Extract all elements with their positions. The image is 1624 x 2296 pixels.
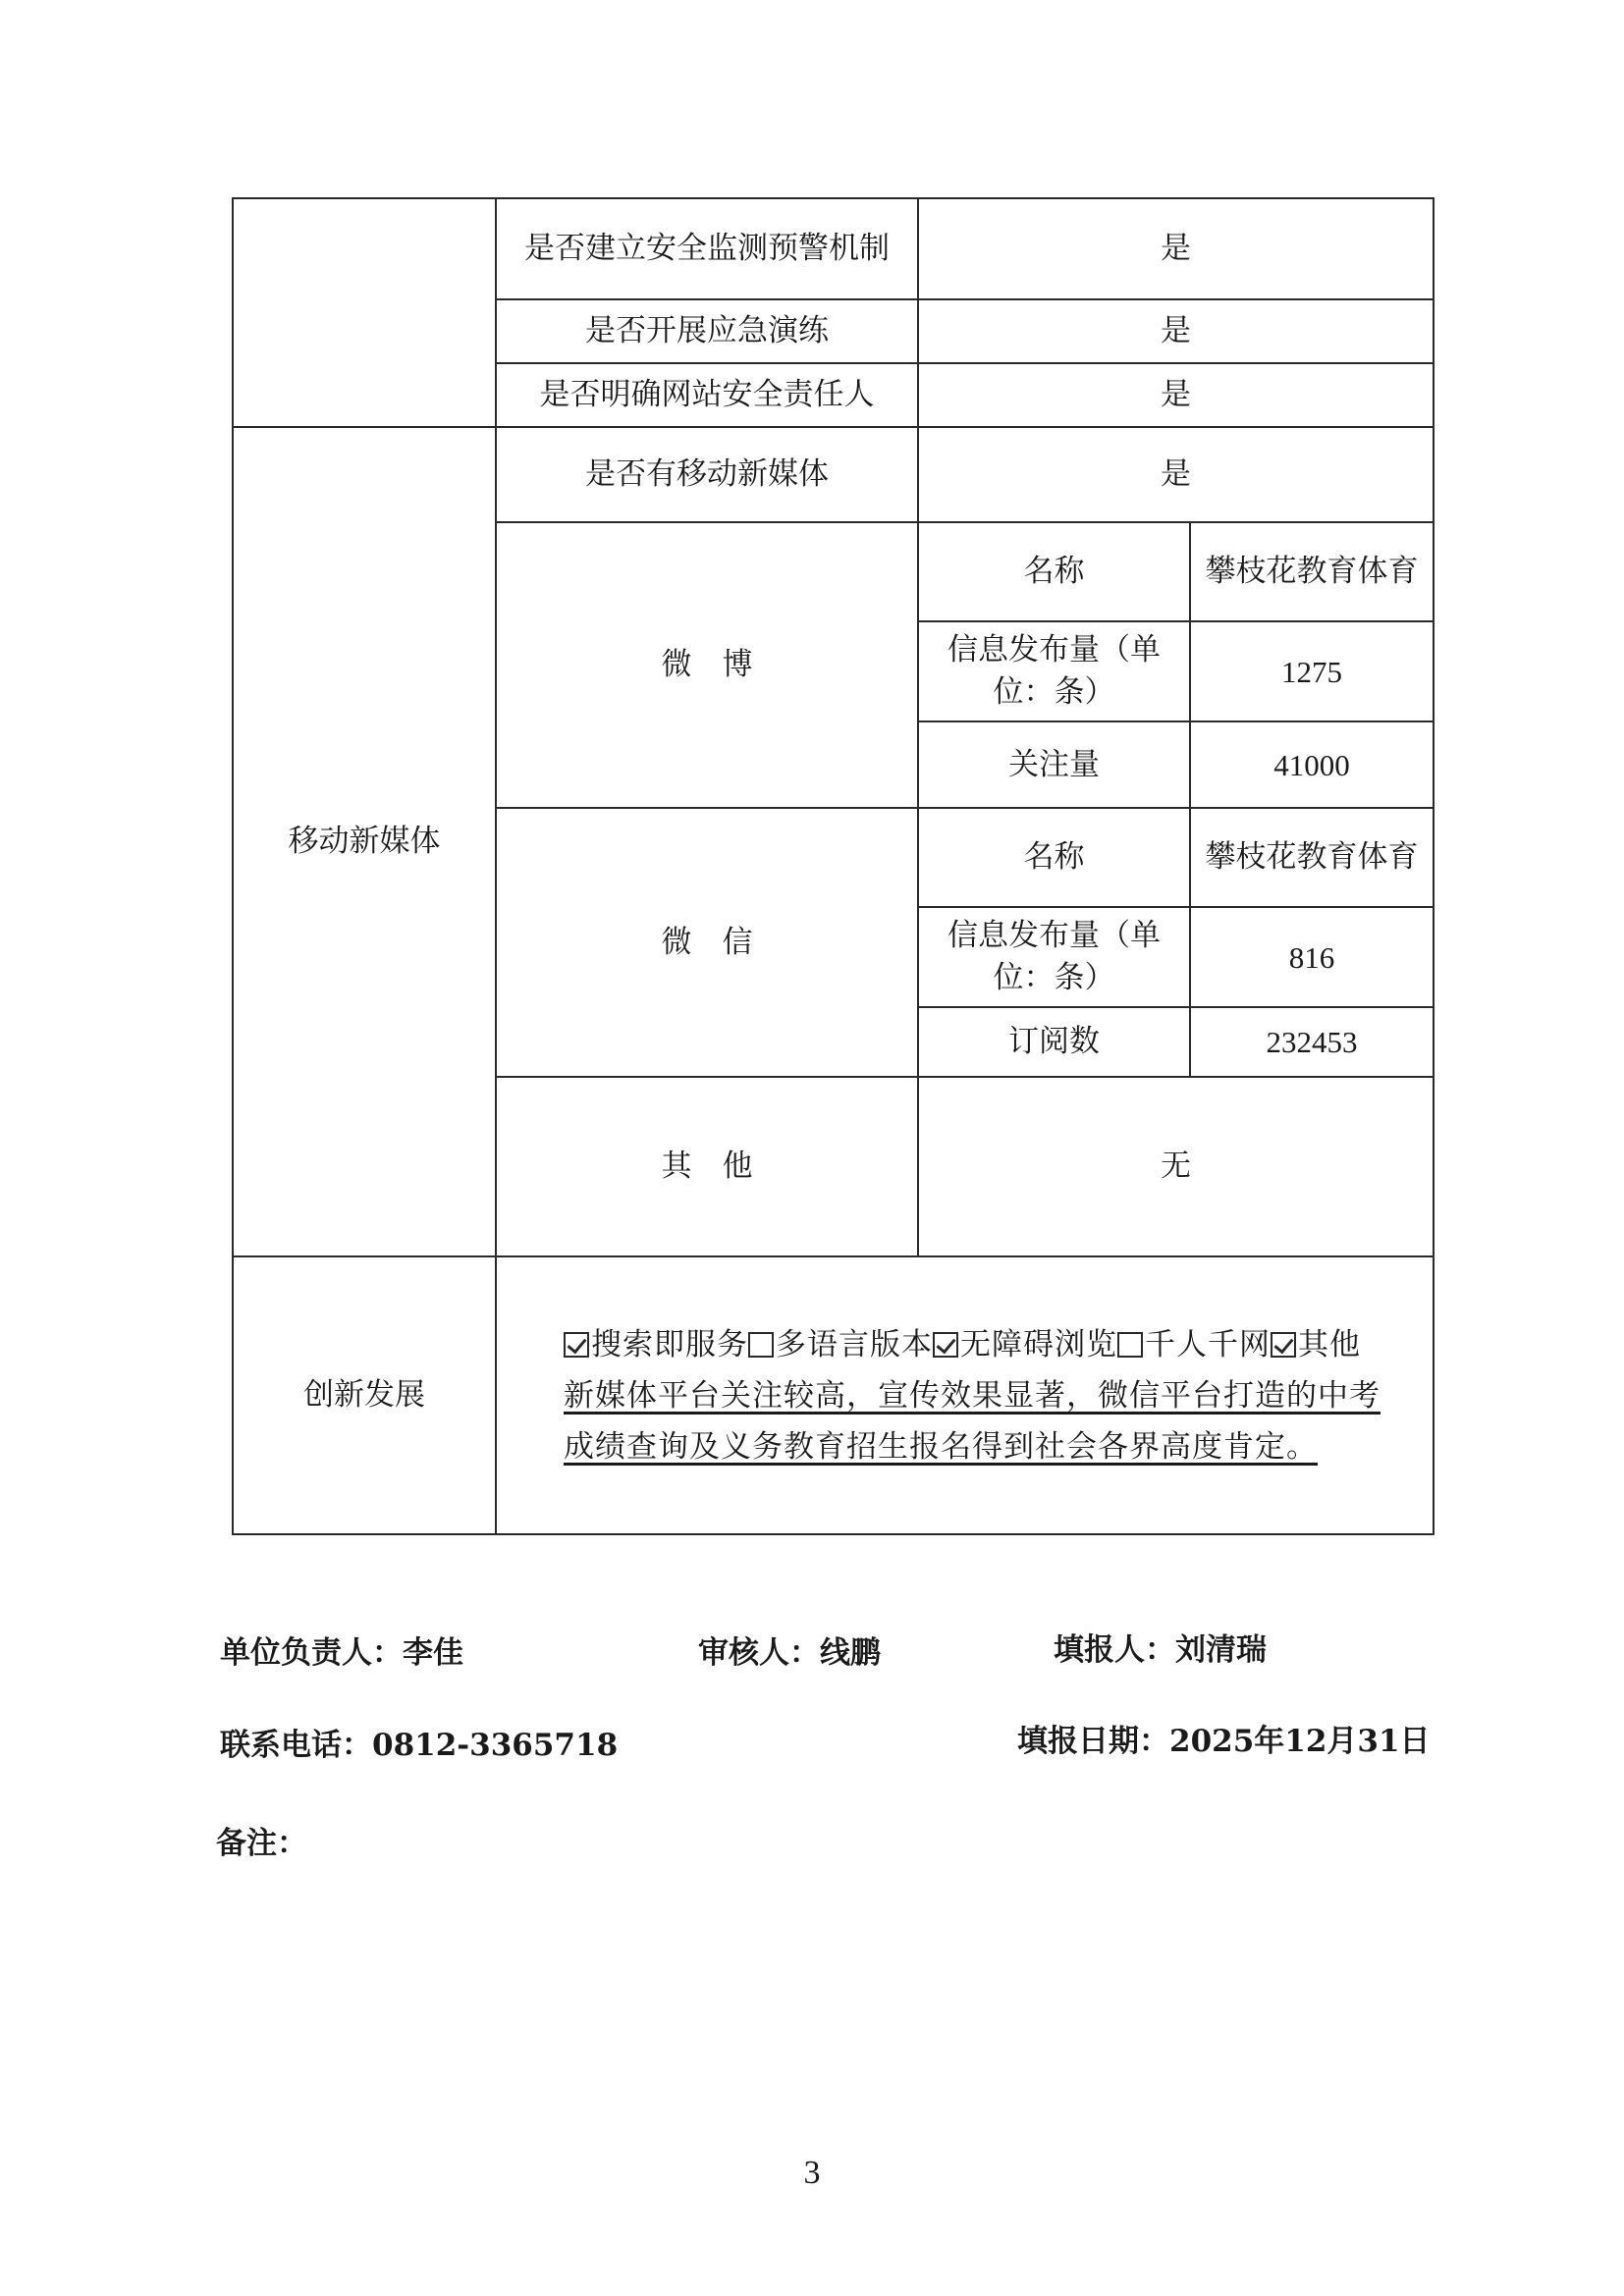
wechat-name-label: 名称	[918, 808, 1190, 907]
innovation-content	[496, 1256, 1434, 1534]
wechat-posts-label: 信息发布量（单位：条）	[918, 907, 1190, 1007]
page-number: 3	[803, 2155, 821, 2191]
other-media-label: 其 他	[496, 1077, 918, 1256]
has-mobile-question: 是否有移动新媒体	[496, 427, 918, 522]
weibo-posts-label: 信息发布量（单位：条）	[918, 621, 1190, 721]
filler: 填报人：刘清瑞	[1054, 1632, 1267, 1668]
responsible-question: 是否明确网站安全责任人	[496, 363, 918, 427]
remarks: 备注：	[216, 1826, 307, 1861]
reviewer: 审核人：线鹏	[698, 1635, 881, 1671]
weibo-followers-label: 关注量	[918, 721, 1190, 808]
monitoring-question-text: 是否建立安全监测预警机制	[524, 231, 890, 266]
contact-phone: 联系电话：0812-3365718	[220, 1728, 619, 1763]
wechat-subscribers-label: 订阅数	[918, 1007, 1190, 1077]
innovation-section-label: 创新发展	[233, 1256, 496, 1534]
weibo-name-label: 名称	[918, 522, 1190, 621]
wechat-posts-value: 816	[1190, 907, 1434, 1007]
unchecked-checkbox-icon[interactable]	[748, 1332, 774, 1358]
report-table	[232, 197, 1435, 1535]
weibo-posts-value: 1275	[1190, 621, 1434, 721]
checked-checkbox-icon[interactable]	[933, 1332, 958, 1358]
wechat-label: 微 信	[496, 808, 918, 1077]
unit-head: 单位负责人：李佳	[220, 1635, 463, 1671]
innovation-option-label: 搜索即服务	[591, 1326, 748, 1362]
wechat-subscribers-value: 232453	[1190, 1007, 1434, 1077]
innovation-other-line-2: 成绩查询及义务教育招生报名得到社会各界高度肯定。	[564, 1428, 1318, 1465]
weibo-name-value: 攀枝花教育体育	[1190, 522, 1434, 621]
has-mobile-answer: 是	[918, 427, 1434, 522]
checked-checkbox-icon[interactable]	[1271, 1332, 1296, 1358]
blank-section-cell	[233, 198, 496, 427]
wechat-name-value: 攀枝花教育体育	[1190, 808, 1434, 907]
responsible-answer: 是	[918, 363, 1434, 427]
drill-question: 是否开展应急演练	[496, 299, 918, 363]
innovation-option-label: 其他	[1298, 1326, 1361, 1362]
innovation-other-line-1: 新媒体平台关注较高，宣传效果显著，微信平台打造的中考	[564, 1377, 1380, 1414]
drill-answer: 是	[918, 299, 1434, 363]
innovation-option-label: 无障碍浏览	[960, 1326, 1117, 1362]
checked-checkbox-icon[interactable]	[564, 1332, 589, 1358]
unchecked-checkbox-icon[interactable]	[1117, 1332, 1143, 1358]
other-media-value: 无	[918, 1077, 1434, 1256]
monitoring-question	[496, 198, 918, 299]
weibo-label: 微 博	[496, 522, 918, 808]
monitoring-answer: 是	[918, 198, 1434, 299]
innovation-option-label: 多语言版本	[776, 1326, 933, 1362]
mobile-section-label: 移动新媒体	[233, 427, 496, 1256]
innovation-option-label: 千人千网	[1145, 1326, 1271, 1362]
fill-date: 填报日期：2025年12月31日	[1017, 1724, 1431, 1759]
innovation-options	[564, 1319, 1417, 1370]
weibo-followers-value: 41000	[1190, 721, 1434, 808]
